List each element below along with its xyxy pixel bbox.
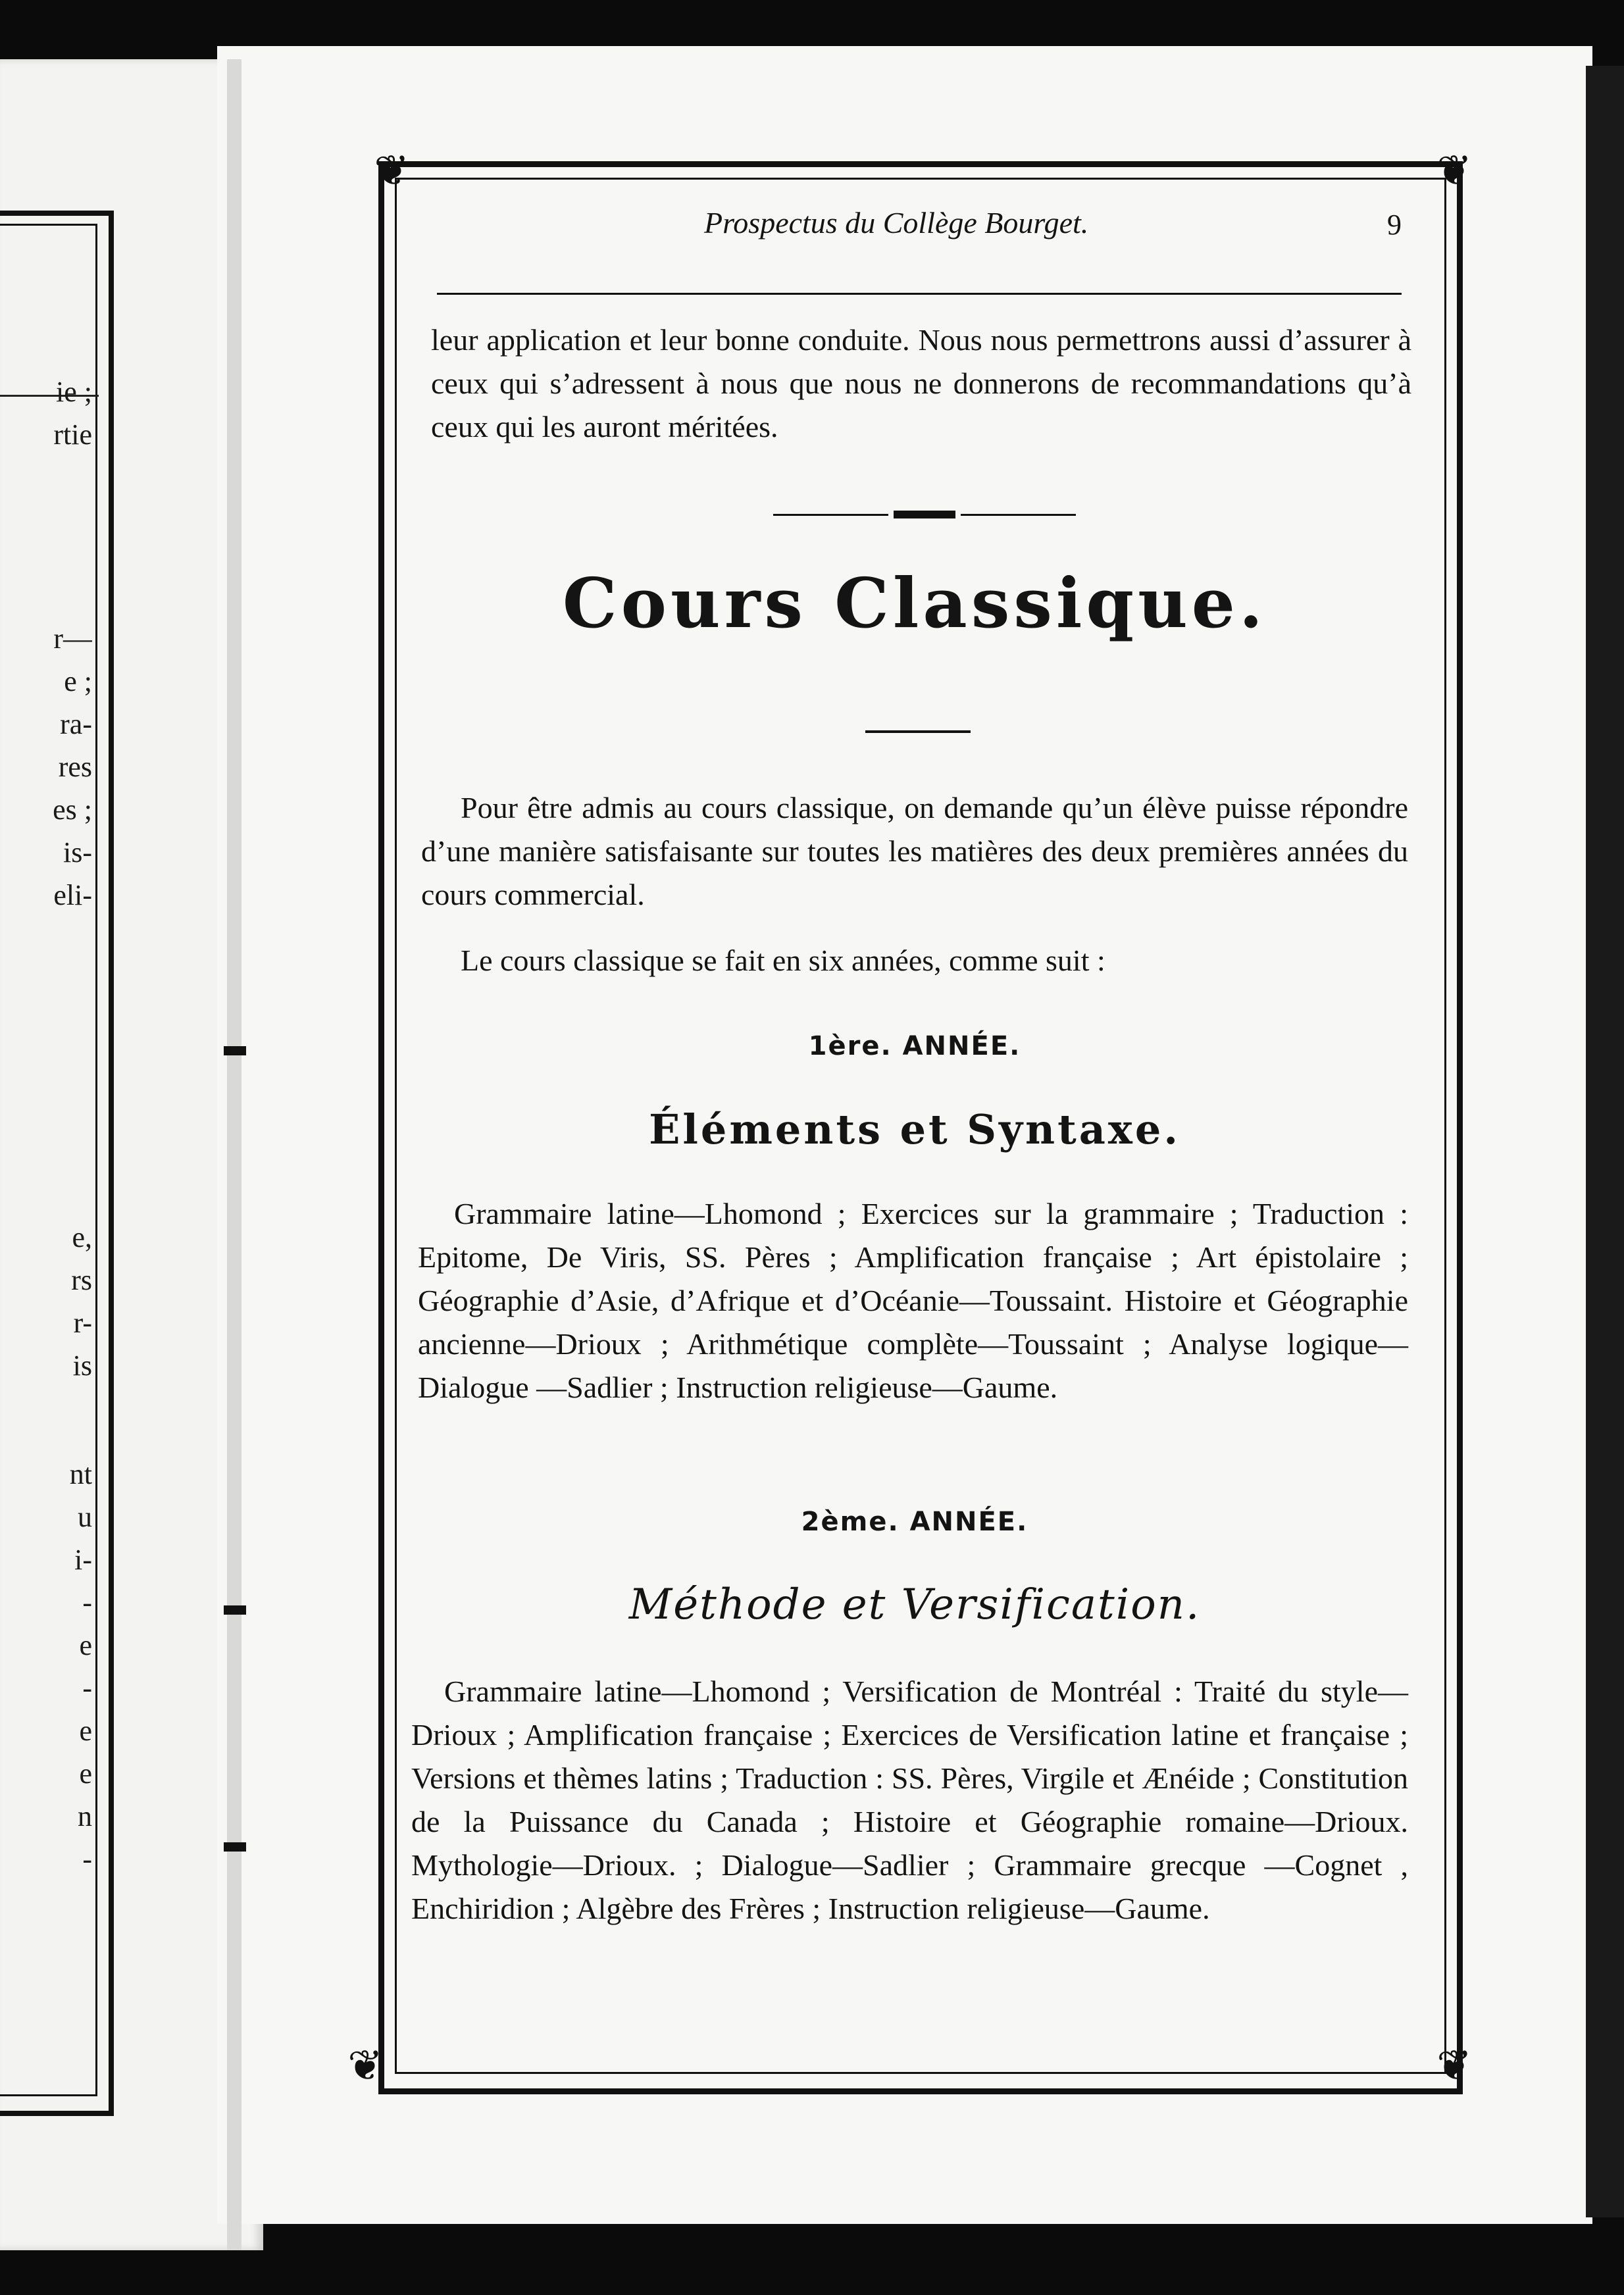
binding-mark bbox=[224, 1605, 246, 1615]
left-fragment: ie ; bbox=[56, 376, 92, 408]
left-fragment: e bbox=[79, 1757, 92, 1790]
left-fragment: is- bbox=[63, 836, 92, 869]
scroll-corner-icon: ❦ bbox=[1436, 2042, 1472, 2089]
left-fragment: res bbox=[58, 751, 92, 783]
ornamental-divider bbox=[773, 511, 1076, 518]
left-fragment: nt bbox=[69, 1458, 92, 1490]
scroll-corner-icon: ❦ bbox=[1436, 147, 1472, 194]
page-fold bbox=[227, 59, 241, 2250]
binding-mark bbox=[224, 1842, 246, 1852]
scroll-corner-icon: ❦ bbox=[374, 147, 409, 194]
left-fragment: - bbox=[82, 1672, 92, 1704]
left-fragment: is bbox=[72, 1349, 92, 1382]
left-fragment: n bbox=[78, 1800, 92, 1832]
year2-curriculum: Grammaire latine—Lhomond ; Versification de Montréal : Traité du style—Drioux ; Amplification française ; Exercices de Versification latine et française ; Versions et thèmes latins ; Traduction : SS. Pères, Virgile et Ænéide ; Constitution de la Puissance du Canada ; Histoire et Géographie romaine—Drioux. Mythologie—Drioux. ; Dialogue—Sadlier ; Grammaire grecque —Cognet , Enchiridion ; Algèbre des Frères ; Instruction religieuse—Gaume. bbox=[411, 1675, 1408, 1925]
year1-heading: 1ère. ANNÉE. bbox=[808, 1031, 1021, 1061]
left-fragment: e bbox=[79, 1629, 92, 1661]
scroll-corner-icon: ❦ bbox=[347, 2042, 383, 2089]
year1-curriculum: Grammaire latine—Lhomond ; Exercices sur la grammaire ; Traduction : Epitome, De Viris, SS. Pères ; Amplification française ; Art épistolaire ; Géographie d’Asie, d’Afrique et d’Océanie—Toussaint. Histoire et Géographie ancienne—Drioux ; Arithmétique complète—Toussaint ; Analyse logique—Dialogue —Sadlier ; Instruction religieuse—Gaume. bbox=[418, 1197, 1408, 1404]
left-fragment: - bbox=[82, 1843, 92, 1875]
left-fragment: e bbox=[79, 1715, 92, 1747]
left-fragment: r- bbox=[73, 1307, 92, 1339]
left-fragment: es ; bbox=[53, 794, 92, 826]
year1-subject: Éléments et Syntaxe. bbox=[649, 1105, 1180, 1153]
left-fragment: e, bbox=[72, 1221, 92, 1253]
left-fragment: eli- bbox=[53, 879, 92, 911]
running-header bbox=[421, 205, 1408, 258]
intro-paragraph: leur application et leur bonne conduite. Nous nous permettrons aussi d’assurer à ceux qui s’adressent à nous que nous ne donnerons de recommandations qu’à ceux qui les auront méritées. bbox=[431, 323, 1411, 443]
year2-subject: Méthode et Versification. bbox=[628, 1580, 1201, 1629]
left-fragment: rtie bbox=[53, 418, 92, 451]
left-fragment: e ; bbox=[64, 665, 92, 697]
left-fragment: - bbox=[82, 1586, 92, 1619]
left-fragment: ra- bbox=[60, 708, 92, 740]
page-number: 9 bbox=[1387, 209, 1402, 241]
left-fragment: i- bbox=[74, 1544, 92, 1576]
page-edge-shadow bbox=[1586, 66, 1624, 2217]
left-fragment: r— bbox=[53, 622, 92, 655]
running-title: Prospectus du Collège Bourget. bbox=[704, 206, 1089, 240]
header-rule bbox=[437, 293, 1402, 295]
section-title: Cours Classique. bbox=[562, 563, 1267, 643]
left-fragment: rs bbox=[71, 1264, 92, 1296]
left-fragment: u bbox=[78, 1501, 92, 1533]
binding-mark bbox=[224, 1046, 246, 1055]
title-underline bbox=[865, 730, 971, 733]
year2-heading: 2ème. ANNÉE. bbox=[801, 1507, 1028, 1537]
course-duration-paragraph: Le cours classique se fait en six années, comme suit : bbox=[461, 944, 1105, 977]
admission-paragraph: Pour être admis au cours classique, on demande qu’un élève puisse répondre d’une manière satisfaisante sur toutes les matières des deux premières années du cours commercial. bbox=[421, 791, 1408, 911]
